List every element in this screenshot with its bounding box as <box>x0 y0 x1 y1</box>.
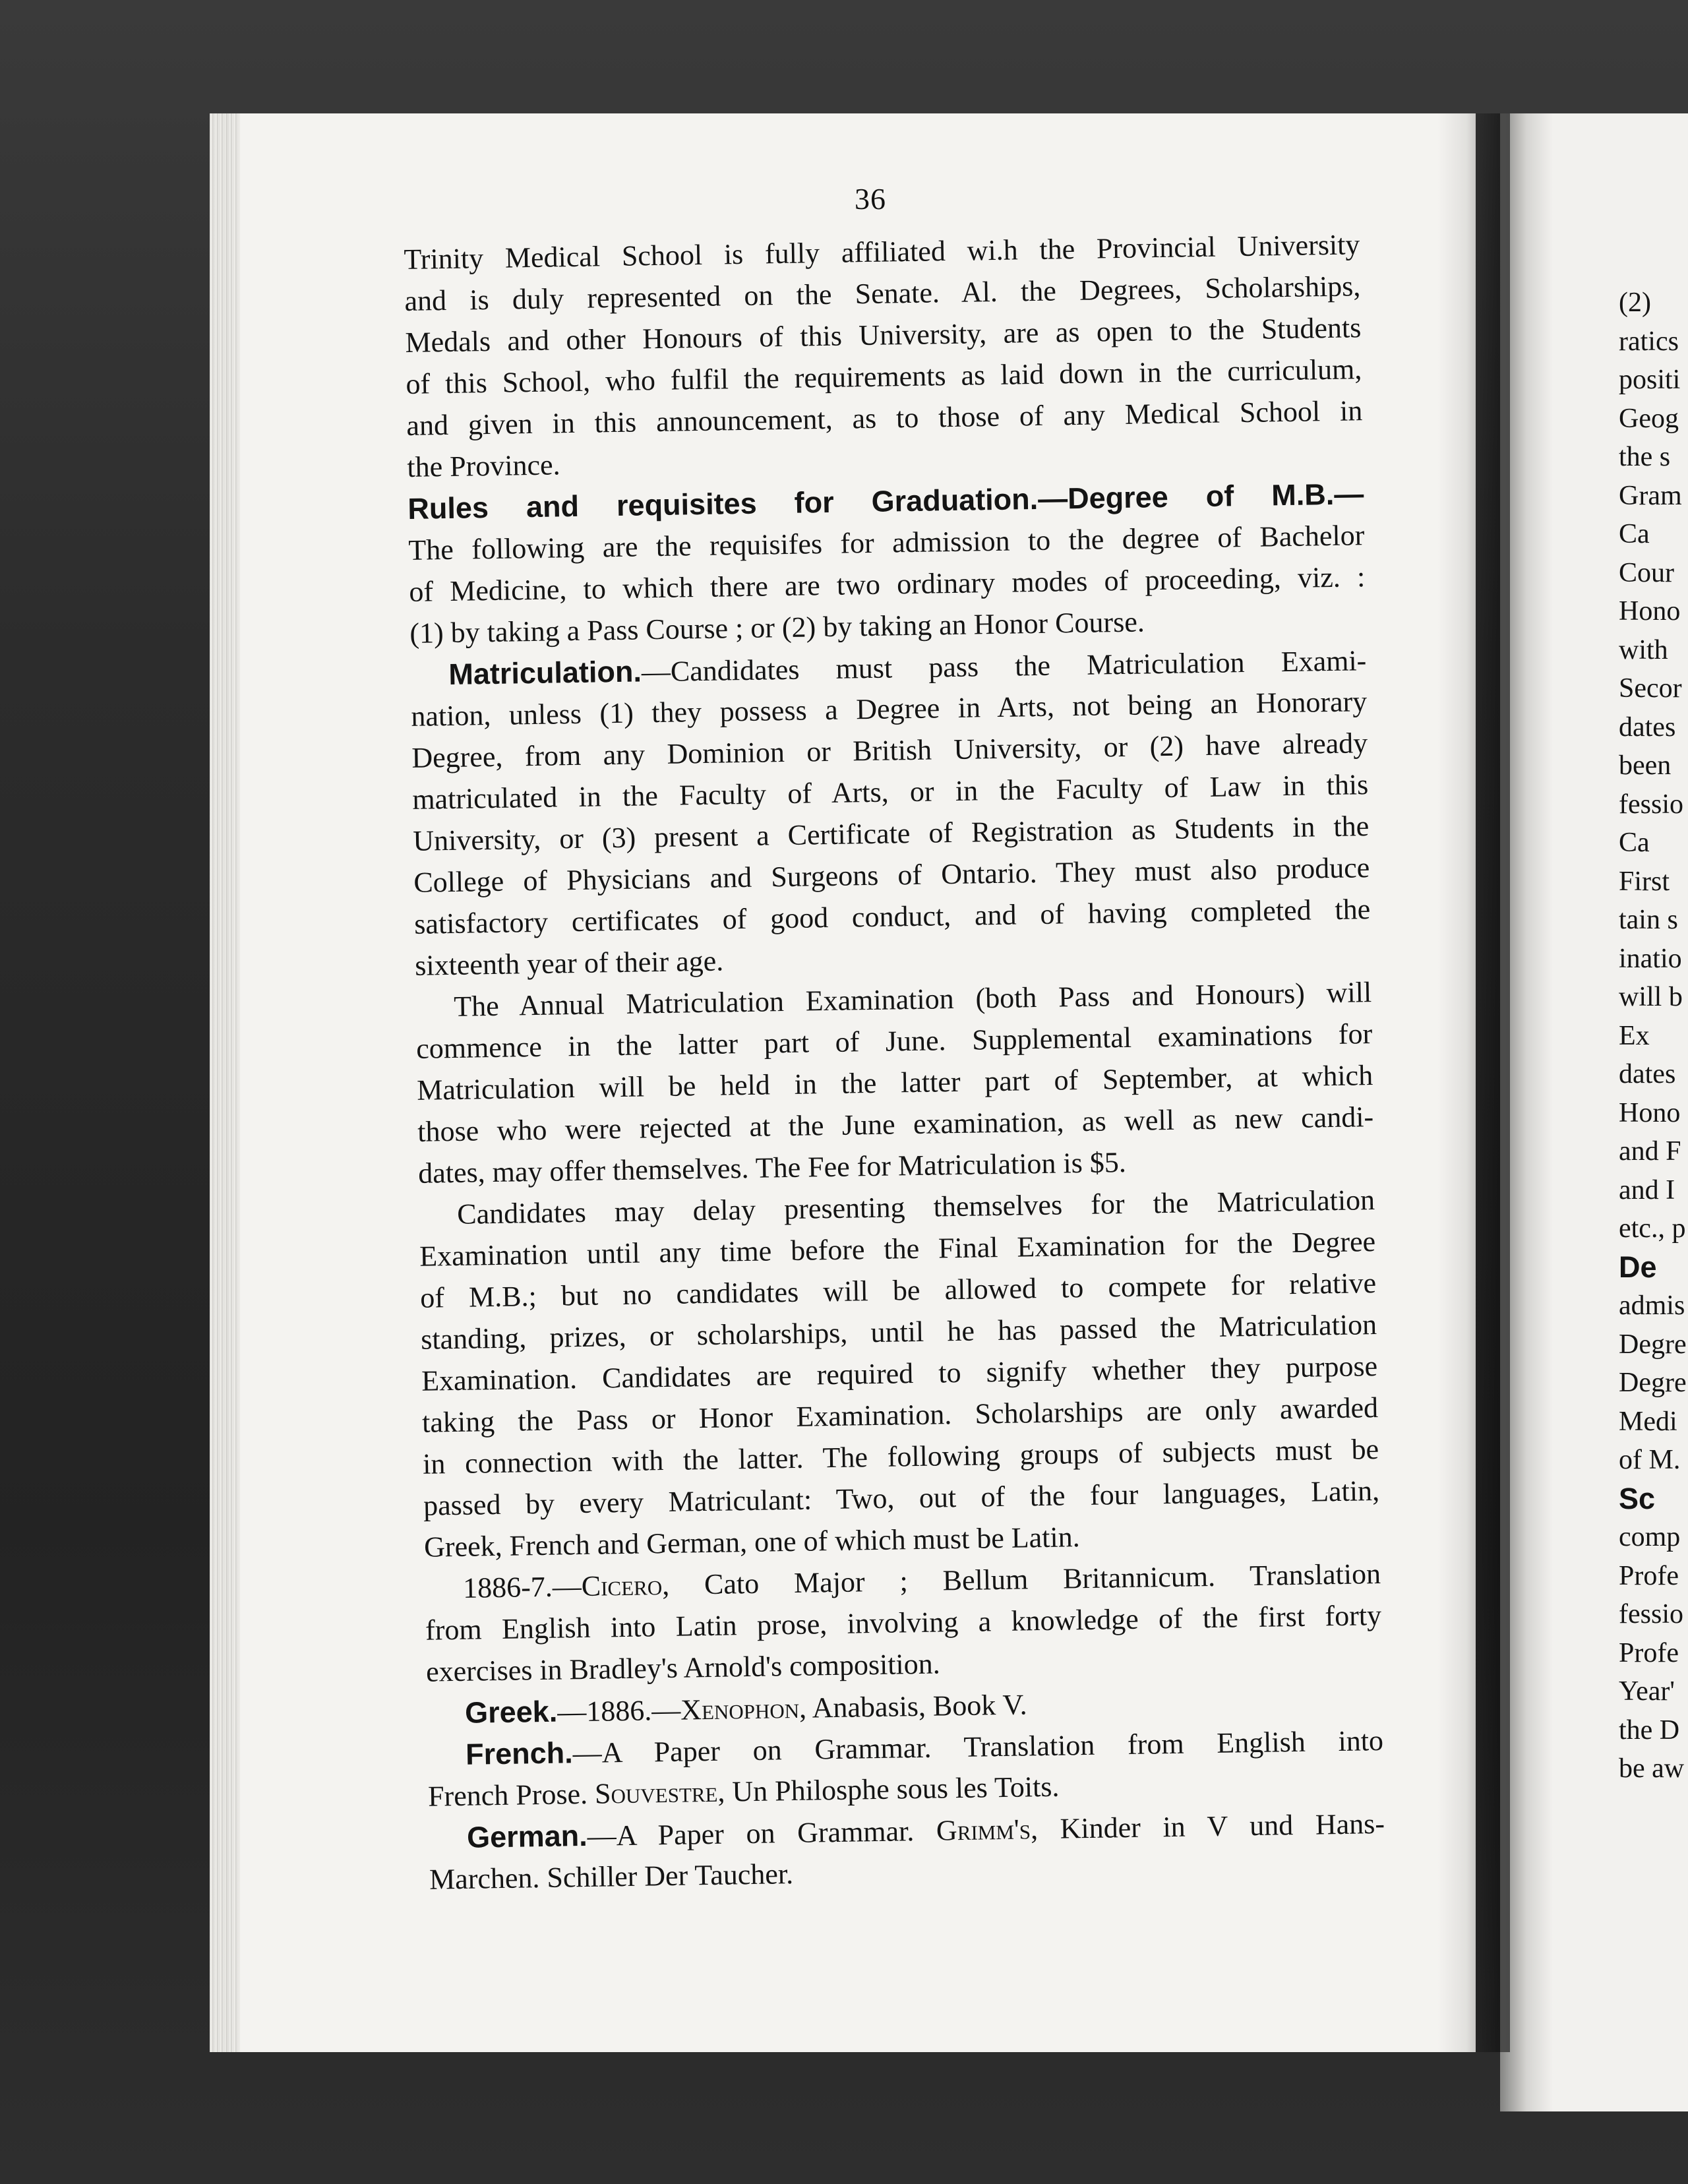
right-line: Hono <box>1619 1097 1681 1128</box>
right-line: etc., p <box>1619 1213 1686 1244</box>
right-heading: De <box>1619 1250 1657 1284</box>
right-line: admis <box>1619 1290 1685 1321</box>
text-line: from English into Latin prose, involving a knowledge of the first forty <box>425 1598 1382 1647</box>
right-line: Ex <box>1619 1020 1650 1051</box>
right-line: and F <box>1619 1136 1681 1167</box>
right-line: Ca <box>1619 828 1650 858</box>
text-line: of Medicine, to which there are two ordinary modes of proceeding, viz. : <box>409 561 1366 608</box>
text-line: those who were rejected at the June examination, as well as new candi- <box>417 1101 1374 1148</box>
page-edge-stack <box>210 113 240 2052</box>
right-line: fessio <box>1619 1599 1683 1629</box>
right-line: and I <box>1619 1174 1675 1205</box>
right-line: Secor <box>1619 673 1682 704</box>
author-name-cicero: Cicero <box>581 1569 663 1603</box>
text-run: —A Paper on Grammar. <box>587 1814 937 1852</box>
section-heading-matriculation: Matriculation. <box>448 654 642 692</box>
text-line: matriculated in the Faculty of Arts, or in the Faculty of Law in this <box>411 768 1369 816</box>
text-line: of M.B.; but no candidates will be allowed to compete for relative <box>419 1267 1377 1314</box>
subject-heading-french: French. <box>465 1736 574 1771</box>
right-line: Year' <box>1619 1676 1675 1707</box>
right-line: inatio <box>1619 943 1682 974</box>
text-run: —Candidates must pass the Matriculation Exami- <box>641 644 1367 688</box>
right-line: Geog <box>1619 403 1679 434</box>
text-run: —1886.— <box>557 1693 681 1728</box>
page-number: 36 <box>855 182 886 216</box>
text-line: sixteenth year of their age. <box>414 944 724 982</box>
right-line: Degre <box>1619 1368 1687 1398</box>
text-line: passed by every Matriculant: Two, out of the four languages, Latin, <box>423 1474 1380 1522</box>
text-line: Medals and other Honours of this University, are as open to the Students <box>405 311 1362 359</box>
text-line: and given in this announcement, as to those of any Medical School in <box>406 394 1363 442</box>
text-run: , Kinder in V und Hans- <box>1030 1807 1385 1846</box>
text-line: The following are the requisifes for admission to the degree of Bachelor <box>408 519 1365 566</box>
text-line: the Province. <box>407 448 560 483</box>
right-line: the s <box>1619 442 1671 472</box>
author-name-souvestre: Souvestre <box>594 1775 718 1810</box>
text-line: Candidates may delay presenting themselves for the Matriculation <box>456 1184 1375 1230</box>
text-line: (1) by taking a Pass Course ; or (2) by taking an Honor Course. <box>409 605 1145 650</box>
text-line: and is duly represented on the Senate. Al. the Degrees, Scholarships, <box>404 270 1361 317</box>
text-line: College of Physicians and Surgeons of Ontario. They must also produce <box>413 851 1370 899</box>
right-line: tain s <box>1619 905 1678 935</box>
right-line: will b <box>1619 982 1683 1012</box>
gutter-shadow <box>1437 113 1510 2052</box>
right-line: with <box>1619 634 1668 665</box>
text-line: satisfactory certificates of good conduct, and of having completed the <box>413 893 1371 940</box>
text-line: nation, unless (1) they possess a Degree in Arts, not being an Honorary <box>410 685 1368 733</box>
right-heading: Sc <box>1619 1481 1656 1515</box>
text-line: standing, prizes, or scholarships, until he has passed the Matriculation <box>420 1308 1377 1356</box>
text-line: University, or (3) present a Certificate of Registration as Students in the <box>412 810 1370 857</box>
text-run: , Anabasis, Book V. <box>799 1688 1027 1724</box>
text-line: of this School, who fulfil the requirements as laid down in the curriculum, <box>406 353 1362 400</box>
text-line: Trinity Medical School is fully affiliated wi.h the Provincial University <box>404 228 1360 276</box>
text-run: 1886-7.— <box>462 1570 582 1604</box>
section-heading-graduation: Rules and requisites for Graduation.—Degree of M.B.— <box>407 477 1364 526</box>
text-run: , Un Philosphe sous les Toits. <box>717 1770 1060 1808</box>
text-run: —A Paper on Grammar. Translation from English into <box>572 1724 1384 1770</box>
right-line: Cour <box>1619 557 1674 588</box>
right-line: First <box>1619 866 1670 897</box>
right-line: dates <box>1619 1059 1676 1089</box>
text-line: The Annual Matriculation Examination (both Pass and Honours) will <box>453 976 1372 1023</box>
text-line: in connection with the latter. The following groups of subjects must be <box>422 1432 1379 1480</box>
text-line: exercises in Bradley's Arnold's composition. <box>425 1647 941 1688</box>
right-line: Hono <box>1619 596 1681 626</box>
right-page-text <box>1619 284 1688 1788</box>
right-line: been <box>1619 750 1672 781</box>
text-line: taking the Pass or Honor Examination. Scholarships are only awarded <box>421 1391 1379 1439</box>
text-run: , Cato Major ; Bellum Britannicum. Translation <box>661 1557 1381 1602</box>
text-line: Marchen. Schiller Der Taucher. <box>429 1858 794 1896</box>
right-line: comp <box>1619 1522 1681 1552</box>
right-line: (2) <box>1619 288 1651 318</box>
right-line: dates <box>1619 712 1676 743</box>
text-line: dates, may offer themselves. The Fee for Matriculation is $5. <box>417 1145 1127 1190</box>
right-line: Profe <box>1619 1637 1679 1668</box>
text-line: Degree, from any Dominion or British University, or (2) have already <box>411 727 1368 774</box>
text-run: French Prose. <box>427 1777 595 1813</box>
left-page-text <box>404 224 1385 1900</box>
author-name-xenophon: Xenophon <box>680 1691 800 1726</box>
right-line: the D <box>1619 1714 1680 1745</box>
subject-heading-greek: Greek. <box>464 1694 558 1730</box>
right-line: be aw <box>1619 1753 1685 1784</box>
author-name-grimm: Grimm's <box>936 1813 1031 1847</box>
text-line: Examination. Candidates are required to signify whether they purpose <box>421 1350 1378 1397</box>
subject-heading-german: German. <box>466 1818 588 1854</box>
right-line: Degre <box>1619 1329 1687 1360</box>
text-line: Examination until any time before the Final Examination for the Degree <box>419 1225 1376 1273</box>
right-line: Profe <box>1619 1560 1679 1591</box>
text-line: commence in the latter part of June. Supplemental examinations for <box>415 1017 1373 1065</box>
right-line: Ca <box>1619 519 1650 549</box>
right-line: positi <box>1619 365 1681 395</box>
right-line: fessio <box>1619 789 1683 820</box>
right-line: Gram <box>1619 480 1682 511</box>
right-line: ratics <box>1619 326 1679 357</box>
text-line: Matriculation will be held in the latter part of September, at which <box>416 1059 1373 1107</box>
right-line: of M. <box>1619 1445 1681 1475</box>
right-line: Medi <box>1619 1406 1677 1437</box>
text-line: Greek, French and German, one of which must be Latin. <box>423 1521 1081 1563</box>
